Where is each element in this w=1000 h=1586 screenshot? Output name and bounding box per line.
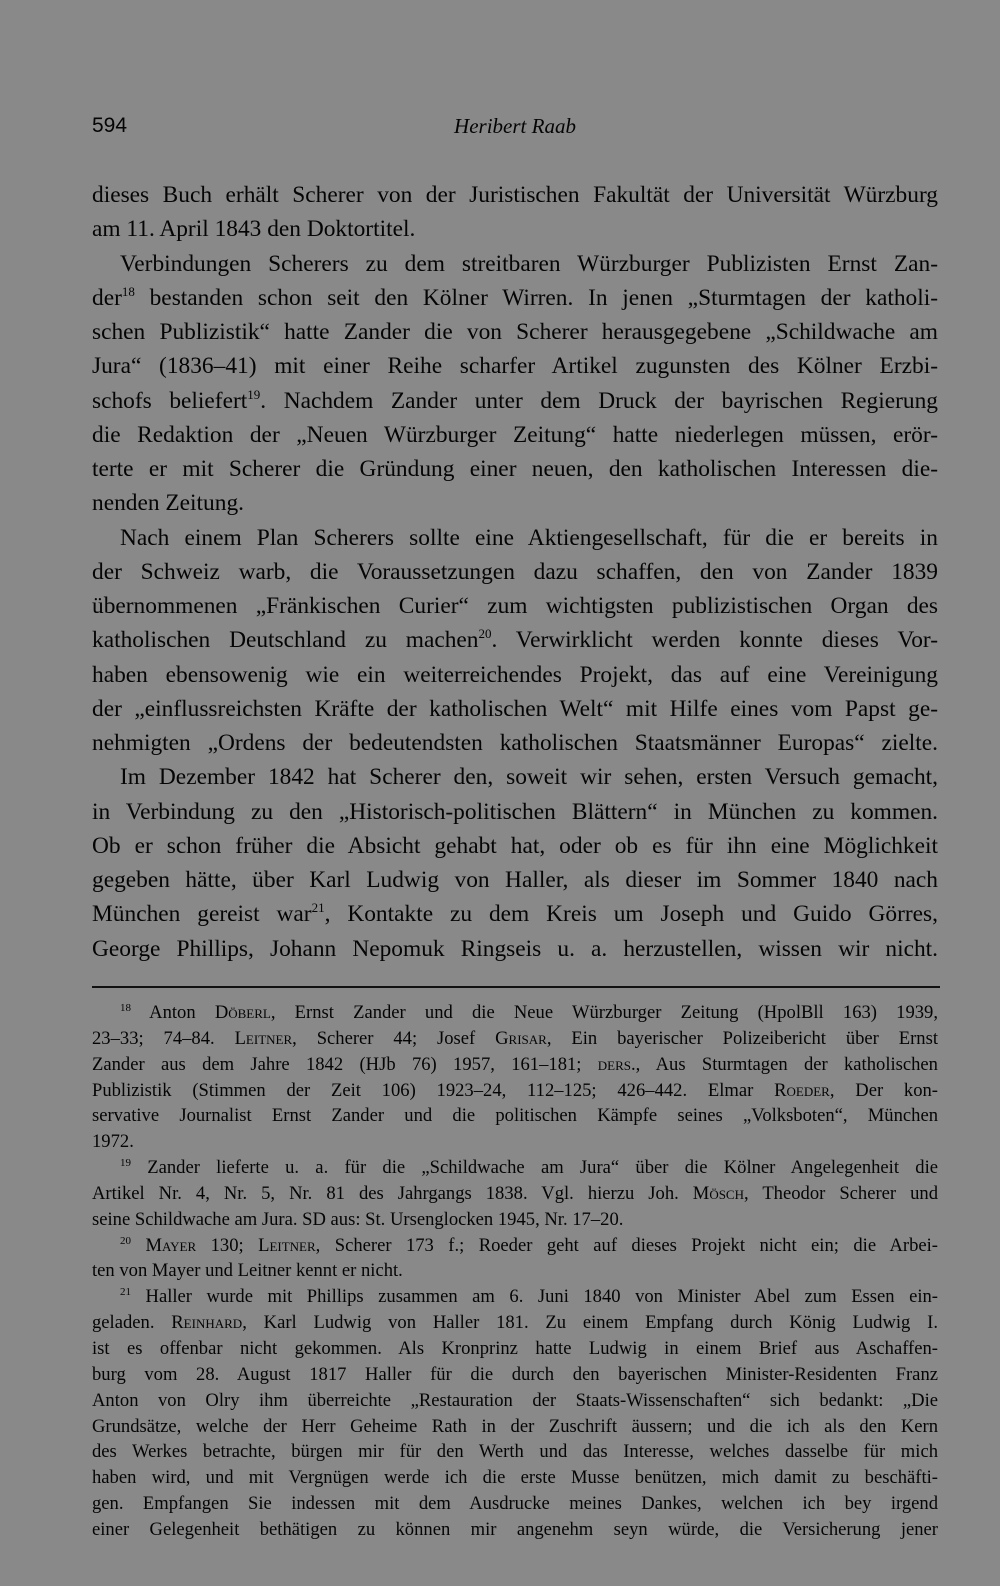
footnote-line xyxy=(92,1052,938,1078)
main-text xyxy=(92,178,938,966)
footnote-line xyxy=(92,1078,938,1104)
text-run: ten von Mayer und Leitner kennt er nicht. xyxy=(92,1260,403,1282)
footnotes xyxy=(92,1000,938,1543)
text-run: , Kontakte zu dem Kreis um Joseph und Guido Görres, xyxy=(324,901,938,928)
footnote-line xyxy=(92,1129,938,1155)
text-run: Ob er schon früher die Absicht gehabt hat, oder ob es für ihn eine Möglichkeit xyxy=(92,832,938,859)
text-run: , Ernst Zander und die Neue Würzburger Zeitung (HpolBll 163) 1939, xyxy=(270,1002,938,1023)
text-run: des Werkes betrachte, bürgen mir für den Werth und das Interesse, welches dasselbe für mich xyxy=(92,1441,938,1463)
author-name: ders. xyxy=(597,1053,636,1075)
author-name: Roeder xyxy=(774,1079,830,1101)
text-run: Jura“ (1836–41) mit einer Reihe scharfer Artikel zugunsten des Kölner Erzbi- xyxy=(92,353,938,380)
author-name: Reinhard xyxy=(171,1312,243,1334)
text-run: in Verbindung zu den „Historisch-politischen Blättern“ in München zu kommen. xyxy=(92,798,938,825)
text-run: haben ebensowenig wie ein weiterreichendes Projekt, das auf eine Vereinigung xyxy=(92,661,938,688)
footnote-line xyxy=(92,1000,938,1026)
text-line xyxy=(92,829,938,863)
text-line xyxy=(92,384,938,418)
text-run: geladen. xyxy=(92,1312,172,1334)
text-line xyxy=(92,178,938,212)
footnote-line xyxy=(92,1310,938,1336)
text-line xyxy=(92,795,938,829)
text-run: übernommenen „Fränkischen Curier“ zum wichtigsten publizistischen Organ des xyxy=(92,593,938,619)
text-run: 130; xyxy=(196,1234,259,1256)
footnote-line xyxy=(92,1362,938,1388)
footnote-ref: 21 xyxy=(311,900,325,916)
text-run: dieses Buch erhält Scherer von der Juristischen Fakultät der Universität Würzburg xyxy=(92,182,938,208)
text-run: burg vom 28. August 1817 Haller für die durch den bayerischen Minister-Residenten Franz xyxy=(92,1363,938,1385)
text-run: 1972. xyxy=(92,1131,134,1153)
text-run: Haller wurde mit Phillips zusammen am 6. Juni 1840 von Minister Abel zum Essen ein- xyxy=(131,1286,938,1308)
text-run: 23–33; 74–84. xyxy=(92,1027,235,1049)
footnote-line xyxy=(92,1026,938,1052)
text-run xyxy=(131,1235,145,1256)
text-run: gen. Empfangen Sie indessen mit dem Ausdrucke meines Dankes, welchen ich bey irgend xyxy=(92,1493,938,1515)
text-run: nehmigten „Ordens der bedeutendsten katholischen Staatsmänner Europas“ zielte. xyxy=(92,730,938,756)
text-run: Zander lieferte u. a. für die „Schildwache am Jura“ über die Kölner Angelegenheit die xyxy=(131,1157,938,1179)
text-line xyxy=(92,760,938,794)
text-line xyxy=(92,726,938,760)
footnote-ref: 18 xyxy=(121,283,135,299)
text-run: bestanden schon seit den Kölner Wirren. In jenen „Sturmtagen der katholi- xyxy=(134,284,938,311)
author-name: Leitner xyxy=(234,1027,293,1049)
footnote-line xyxy=(92,1388,938,1414)
text-line xyxy=(92,555,938,589)
text-run: Nach einem Plan Scherers sollte eine Aktiengesellschaft, für die er bereits in xyxy=(120,524,938,551)
footnote-ref: 21 xyxy=(120,1286,131,1299)
text-line xyxy=(92,521,938,555)
author-name: Leitner xyxy=(258,1234,316,1256)
footnote-ref: 18 xyxy=(120,1002,131,1014)
text-line xyxy=(92,897,938,931)
text-run: schofs beliefert xyxy=(92,387,248,414)
text-run: nenden Zeitung. xyxy=(92,490,244,517)
text-run: . Verwirklicht werden konnte dieses Vor- xyxy=(491,627,938,654)
footnote-line xyxy=(92,1155,938,1181)
footnote-line xyxy=(92,1181,938,1207)
text-line xyxy=(92,212,938,246)
text-run: Publizistik (Stimmen der Zeit 106) 1923–24, 112–125; 426–442. Elmar xyxy=(92,1079,775,1101)
footnote-ref: 19 xyxy=(120,1157,131,1170)
text-line xyxy=(92,315,938,349)
text-run: der Schweiz warb, die Voraussetzungen dazu schaffen, den von Zander 1839 xyxy=(92,558,938,585)
text-run: Anton von Olry ihm überreichte „Restauration der Staats-Wissenschaften“ sich bedankt: „Die xyxy=(92,1389,938,1411)
footnote-ref: 19 xyxy=(247,386,261,402)
running-head: Heribert Raab xyxy=(454,114,576,138)
author-name: Döberl xyxy=(214,1002,271,1023)
footnote-line xyxy=(92,1233,938,1259)
text-line xyxy=(92,486,938,520)
text-run: am 11. April 1843 den Doktortitel. xyxy=(92,216,416,243)
text-run: , Scherer 44; Josef xyxy=(292,1027,496,1049)
text-run: , Ein bayerischer Polizeibericht über Ernst xyxy=(546,1027,939,1049)
text-line xyxy=(92,623,938,657)
author-name: Mösch xyxy=(692,1182,744,1204)
author-name: Grisar xyxy=(495,1027,547,1049)
text-line xyxy=(92,418,938,452)
text-run: terte er mit Scherer die Gründung einer neuen, den katholischen Interessen die- xyxy=(92,456,938,482)
page-number: 594 xyxy=(92,114,128,137)
footnote-line xyxy=(92,1491,938,1517)
text-run: Anton xyxy=(131,1002,215,1023)
text-run: schen Publizistik“ hatte Zander die von Scherer herausgegebene „Schildwache am xyxy=(92,319,938,345)
text-run: einer Gelegenheit bethätigen zu können mir angenehm seyn würde, die Versicherung jener xyxy=(92,1518,938,1540)
text-run: Grundsätze, welche der Herr Geheime Rath in der Zuschrift äussern; und die ich als den Kern xyxy=(92,1415,938,1437)
footnote-ref: 20 xyxy=(478,626,492,642)
text-run: George Phillips, Johann Nepomuk Ringseis u. a. herzustellen, wissen wir nicht. xyxy=(92,935,938,962)
text-run: . Nachdem Zander unter dem Druck der bayrischen Regierung xyxy=(260,387,938,414)
text-run: der xyxy=(92,284,122,311)
footnote-line xyxy=(92,1517,938,1543)
text-run: ist es offenbar nicht gekommen. Als Kronprinz hatte Ludwig in einem Brief aus Aschaffen- xyxy=(92,1337,938,1359)
text-line xyxy=(92,932,938,966)
author-name: Mayer xyxy=(145,1234,197,1256)
footnote-line xyxy=(92,1465,938,1491)
text-run: der „einflussreichsten Kräfte der katholischen Welt“ mit Hilfe eines vom Papst ge- xyxy=(92,695,938,722)
text-line xyxy=(92,247,938,281)
text-run: , Scherer 173 f.; Roeder geht auf dieses Projekt nicht ein; die Arbei- xyxy=(315,1234,939,1256)
footnote-line xyxy=(92,1439,938,1465)
text-run: Verbindungen Scherers zu dem streitbaren Würzburger Publizisten Ernst Zan- xyxy=(120,250,938,277)
text-run: München gereist war xyxy=(92,901,312,928)
text-line xyxy=(92,589,938,623)
footnote-line xyxy=(92,1336,938,1362)
text-run: servative Journalist Ernst Zander und die politischen Kämpfe seines „Volksboten“, München xyxy=(92,1105,938,1127)
text-run: seine Schildwache am Jura. SD aus: St. Ursenglocken 1945, Nr. 17–20. xyxy=(92,1208,624,1230)
text-line xyxy=(92,863,938,897)
text-line xyxy=(92,692,938,726)
text-run: Artikel Nr. 4, Nr. 5, Nr. 81 des Jahrgangs 1838. Vgl. hierzu Joh. xyxy=(92,1182,693,1204)
footnote-line xyxy=(92,1414,938,1440)
text-line xyxy=(92,452,938,486)
text-run: Zander aus dem Jahre 1842 (HJb 76) 1957, 161–181; xyxy=(92,1053,598,1075)
text-run: , Karl Ludwig von Haller 181. Zu einem Empfang durch König Ludwig I. xyxy=(242,1312,938,1334)
footnote-line xyxy=(92,1258,938,1284)
text-line xyxy=(92,281,938,315)
footnote-line xyxy=(92,1207,938,1233)
text-run: Im Dezember 1842 hat Scherer den, soweit wir sehen, ersten Versuch gemacht, xyxy=(120,764,938,791)
text-run: katholischen Deutschland zu machen xyxy=(92,627,479,654)
text-line xyxy=(92,349,938,383)
text-run: , Der kon- xyxy=(829,1079,939,1101)
text-line xyxy=(92,658,938,692)
text-run: , Aus Sturmtagen der katholischen xyxy=(635,1053,938,1075)
text-run: , Theodor Scherer und xyxy=(744,1182,938,1204)
footnote-line xyxy=(92,1284,938,1310)
text-run: die Redaktion der „Neuen Würzburger Zeitung“ hatte niederlegen müssen, erör- xyxy=(92,421,938,448)
text-run: haben wird, und mit Vergnügen werde ich die erste Musse benützen, mich damit zu beschäfti- xyxy=(92,1467,938,1489)
footnote-line xyxy=(92,1103,938,1129)
footnote-separator xyxy=(92,986,940,988)
footnote-ref: 20 xyxy=(120,1234,131,1247)
text-run: gegeben hätte, über Karl Ludwig von Haller, als dieser im Sommer 1840 nach xyxy=(92,867,938,893)
page-header xyxy=(92,114,938,144)
